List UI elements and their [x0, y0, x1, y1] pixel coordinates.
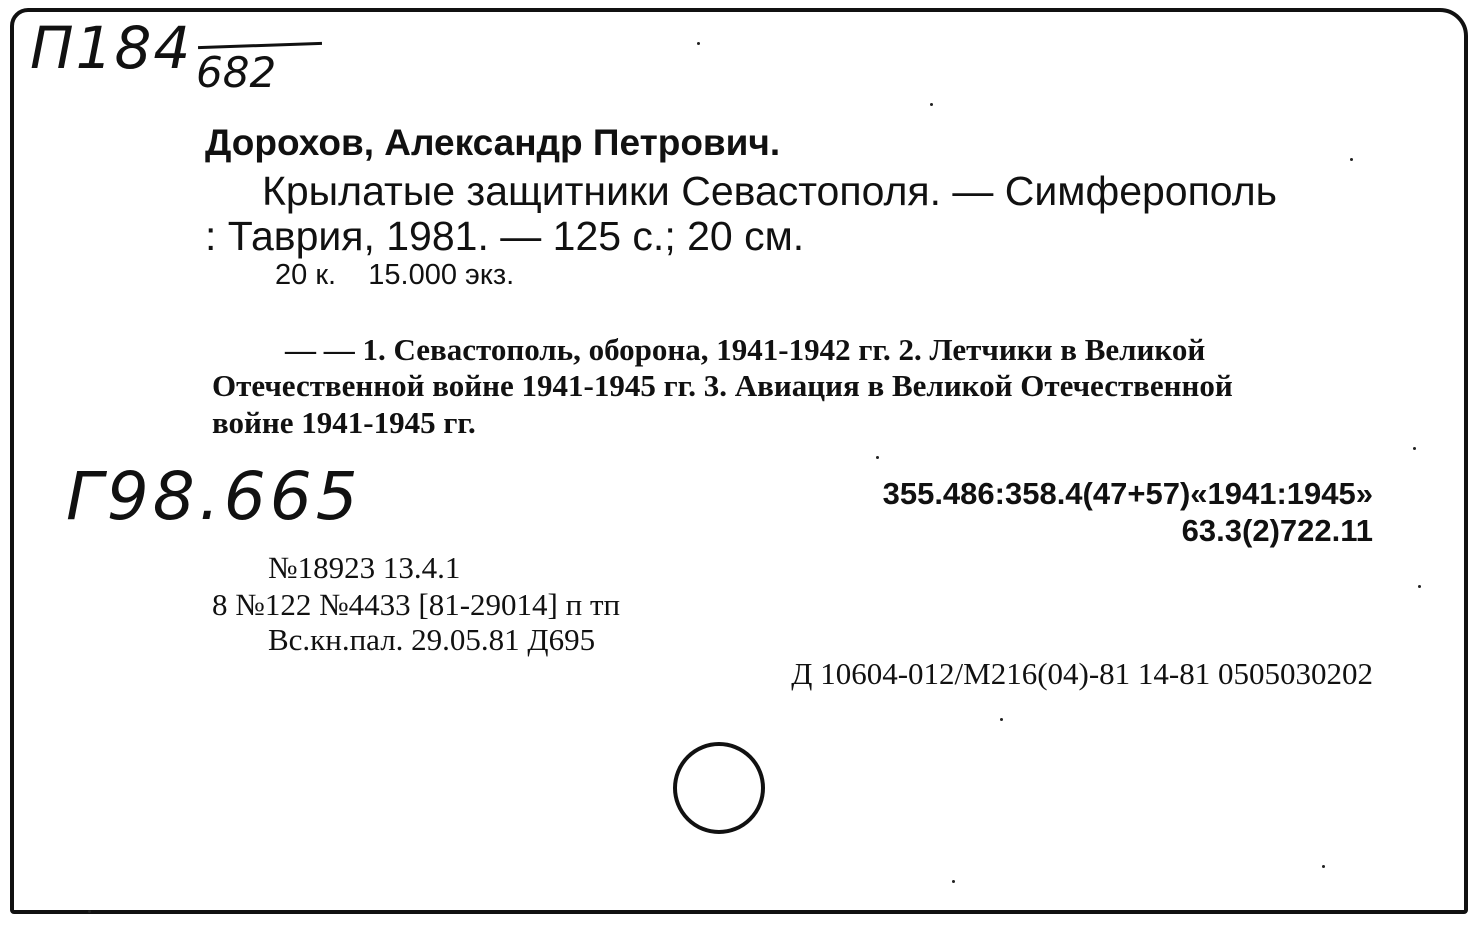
speck [1322, 865, 1325, 868]
author-heading: Дорохов, Александр Петрович. [205, 122, 781, 163]
subjects-line-3: войне 1941-1945 гг. [212, 405, 476, 440]
handwritten-sub-number: 682 [196, 48, 277, 97]
speck [88, 910, 91, 913]
speck [952, 880, 955, 883]
record-line-3: Вс.кн.пал. 29.05.81 Д695 [268, 622, 596, 657]
handwritten-call-number: П184 [30, 14, 193, 82]
speck [1418, 585, 1421, 588]
speck [1000, 718, 1003, 721]
record-line-4: Д 10604-012/М216(04)-81 14-81 0505030202 [791, 656, 1373, 691]
speck [1350, 158, 1353, 161]
udc-code: 355.486:358.4(47+57)«1941:1945» [882, 476, 1373, 511]
title-line-2: : Таврия, 1981. — 125 с.; 20 см. [205, 213, 805, 259]
speck [697, 42, 700, 45]
speck [930, 103, 933, 106]
subjects-line-2: Отечественной войне 1941-1945 гг. 3. Авиация в Великой Отечественной [212, 368, 1233, 403]
speck [1413, 447, 1416, 450]
title-line-1: Крылатые защитники Севастополя. — Симферополь [262, 168, 1277, 214]
record-line-2: 8 №122 №4433 [81-29014] п тп [212, 587, 621, 622]
price-print-run: 20 к. 15.000 экз. [275, 259, 515, 291]
handwritten-inventory-number: Г98.665 [66, 458, 362, 535]
record-line-1: №18923 13.4.1 [268, 550, 461, 585]
card-punch-hole [673, 742, 765, 834]
bbk-code: 63.3(2)722.11 [1181, 513, 1373, 548]
subjects-line-1: — — 1. Севастополь, оборона, 1941-1942 гг. 2. Летчики в Великой [285, 332, 1206, 367]
speck [876, 456, 879, 459]
